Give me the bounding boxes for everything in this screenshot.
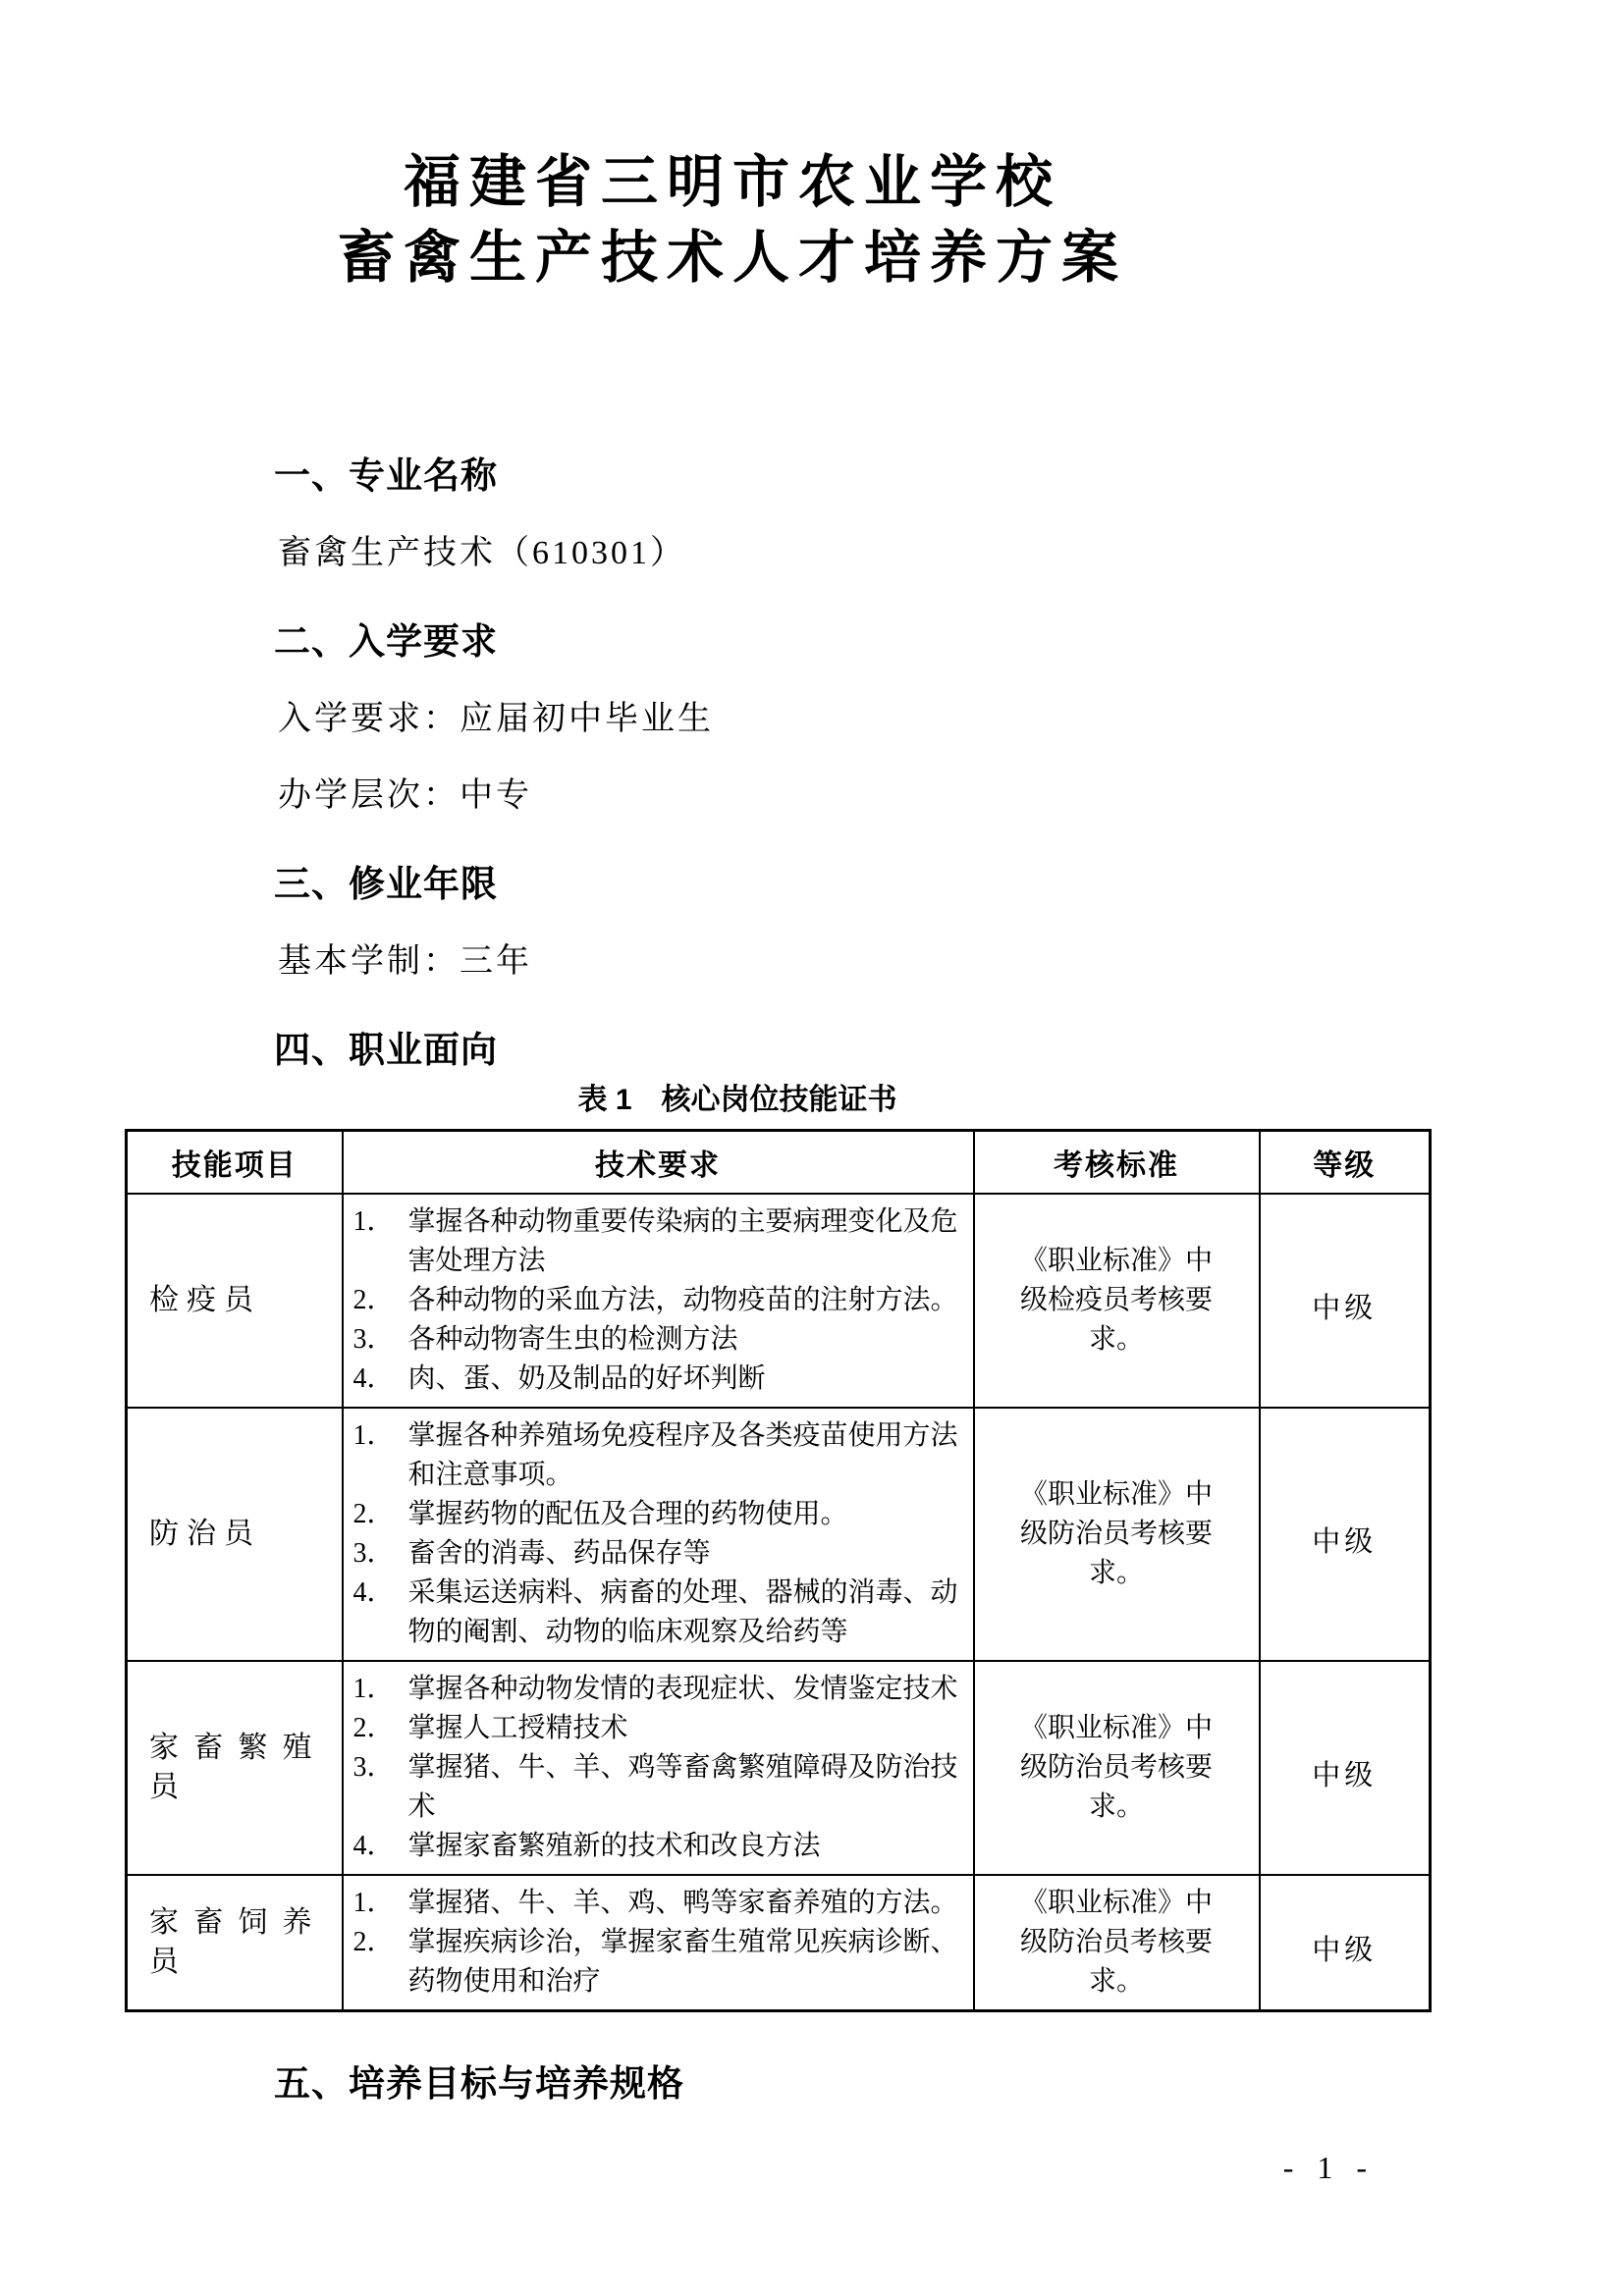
requirement-item (353, 1202, 965, 1281)
requirement-item (353, 1670, 965, 1709)
section-heading-training-objectives: 五、培养目标与培养规格 (274, 2063, 684, 2105)
requirement-item (353, 1884, 965, 1923)
requirement-item (353, 1534, 965, 1574)
table-row (127, 1661, 1431, 1875)
requirement-text: 掌握家畜繁殖新的技术和改良方法 (407, 1831, 821, 1862)
standard-cell: 《职业标准》中级防治员考核要求。 (974, 1661, 1260, 1875)
skill-cell: 家畜繁殖员 (127, 1661, 343, 1875)
standard-cell: 《职业标准》中级防治员考核要求。 (974, 1875, 1260, 2011)
requirement-number: 2． (352, 1713, 395, 1744)
requirement-number: 4． (352, 1577, 395, 1609)
level-cell: 中级 (1260, 1661, 1431, 1875)
level-cell: 中级 (1260, 1408, 1431, 1661)
section-heading-study-duration: 三、修业年限 (274, 864, 498, 905)
requirement-number: 4． (352, 1831, 395, 1862)
table-row (127, 1408, 1431, 1661)
requirement-item (353, 1320, 965, 1360)
requirement-item (353, 1827, 965, 1866)
requirement-number: 1． (352, 1888, 395, 1919)
requirement-number: 2． (352, 1927, 395, 1958)
requirement-item (353, 1923, 965, 2002)
requirement-text: 各种动物寄生虫的检测方法 (407, 1324, 738, 1356)
standard-cell: 《职业标准》中级检疫员考核要求。 (974, 1194, 1260, 1408)
requirement-item (353, 1748, 965, 1827)
requirement-text: 掌握药物的配伍及合理的药物使用。 (407, 1499, 848, 1530)
requirement-number: 1． (352, 1206, 395, 1238)
section-heading-specialty-name: 一、专业名称 (274, 455, 498, 497)
specialty-name-text: 畜禽生产技术（610301） (278, 535, 686, 572)
requirement-text: 掌握猪、牛、羊、鸡、鸭等家畜养殖的方法。 (407, 1888, 958, 1919)
header-skill-item: 技能项目 (127, 1131, 343, 1195)
requirements-cell (343, 1194, 974, 1408)
title-line-2: 畜禽生产技术人才培养方案 (337, 225, 1127, 290)
table-caption: 表 1 核心岗位技能证书 (577, 1084, 897, 1117)
header-technical-requirements: 技术要求 (343, 1131, 974, 1195)
requirement-text: 畜舍的消毒、药品保存等 (407, 1538, 711, 1570)
header-assessment-standard: 考核标准 (974, 1131, 1260, 1195)
requirement-number: 2． (352, 1285, 395, 1316)
section-heading-career-orientation: 四、职业面向 (274, 1030, 498, 1071)
schooling-level-text: 办学层次：中专 (278, 777, 532, 815)
requirement-number: 3． (352, 1538, 395, 1570)
skills-table-body (127, 1194, 1431, 2011)
requirement-number: 3． (352, 1324, 395, 1356)
standard-cell: 《职业标准》中级防治员考核要求。 (974, 1408, 1260, 1661)
requirement-number: 2． (352, 1499, 395, 1530)
requirement-text: 掌握各种动物重要传染病的主要病理变化及危害处理方法 (407, 1206, 958, 1277)
requirement-item (353, 1495, 965, 1534)
table-header-row (127, 1131, 1431, 1195)
basic-schooling-text: 基本学制：三年 (278, 943, 532, 981)
requirement-item (353, 1416, 965, 1495)
requirement-text: 肉、蛋、奶及制品的好坏判断 (407, 1363, 766, 1395)
page-number: - 1 - (1282, 2150, 1375, 2185)
document-title (125, 145, 1340, 295)
level-cell: 中级 (1260, 1194, 1431, 1408)
skill-cell: 防治员 (127, 1408, 343, 1661)
requirements-cell (343, 1875, 974, 2011)
table-row (127, 1875, 1431, 2011)
requirement-number: 4． (352, 1363, 395, 1395)
level-cell: 中级 (1260, 1875, 1431, 2011)
skill-cell: 检疫员 (127, 1194, 343, 1408)
requirement-item (353, 1574, 965, 1652)
entry-requirement-text: 入学要求：应届初中毕业生 (278, 701, 714, 738)
requirement-text: 掌握猪、牛、羊、鸡等畜禽繁殖障碍及防治技术 (407, 1752, 958, 1823)
requirement-text: 掌握人工授精技术 (407, 1713, 628, 1744)
requirement-item (353, 1360, 965, 1399)
header-level: 等级 (1260, 1131, 1431, 1195)
requirement-number: 3． (352, 1752, 395, 1784)
table-row (127, 1194, 1431, 1408)
skills-table (125, 1129, 1432, 2012)
requirement-text: 掌握各种动物发情的表现症状、发情鉴定技术 (407, 1674, 958, 1705)
requirement-text: 掌握各种养殖场免疫程序及各类疫苗使用方法和注意事项。 (407, 1420, 958, 1491)
requirement-number: 1． (352, 1420, 395, 1452)
section-heading-entry-requirements: 二、入学要求 (274, 621, 498, 663)
skill-cell: 家畜饲养员 (127, 1875, 343, 2011)
requirement-item (353, 1709, 965, 1748)
requirements-cell (343, 1408, 974, 1661)
requirement-text: 掌握疾病诊治，掌握家畜生殖常见疾病诊断、药物使用和治疗 (407, 1927, 958, 1998)
requirement-text: 采集运送病料、病畜的处理、器械的消毒、动物的阉割、动物的临床观察及给药等 (407, 1577, 958, 1648)
requirement-text: 各种动物的采血方法，动物疫苗的注射方法。 (407, 1285, 958, 1316)
requirement-item (353, 1281, 965, 1320)
requirement-number: 1． (352, 1674, 395, 1705)
requirements-cell (343, 1661, 974, 1875)
title-line-1: 福建省三明市农业学校 (403, 150, 1061, 214)
